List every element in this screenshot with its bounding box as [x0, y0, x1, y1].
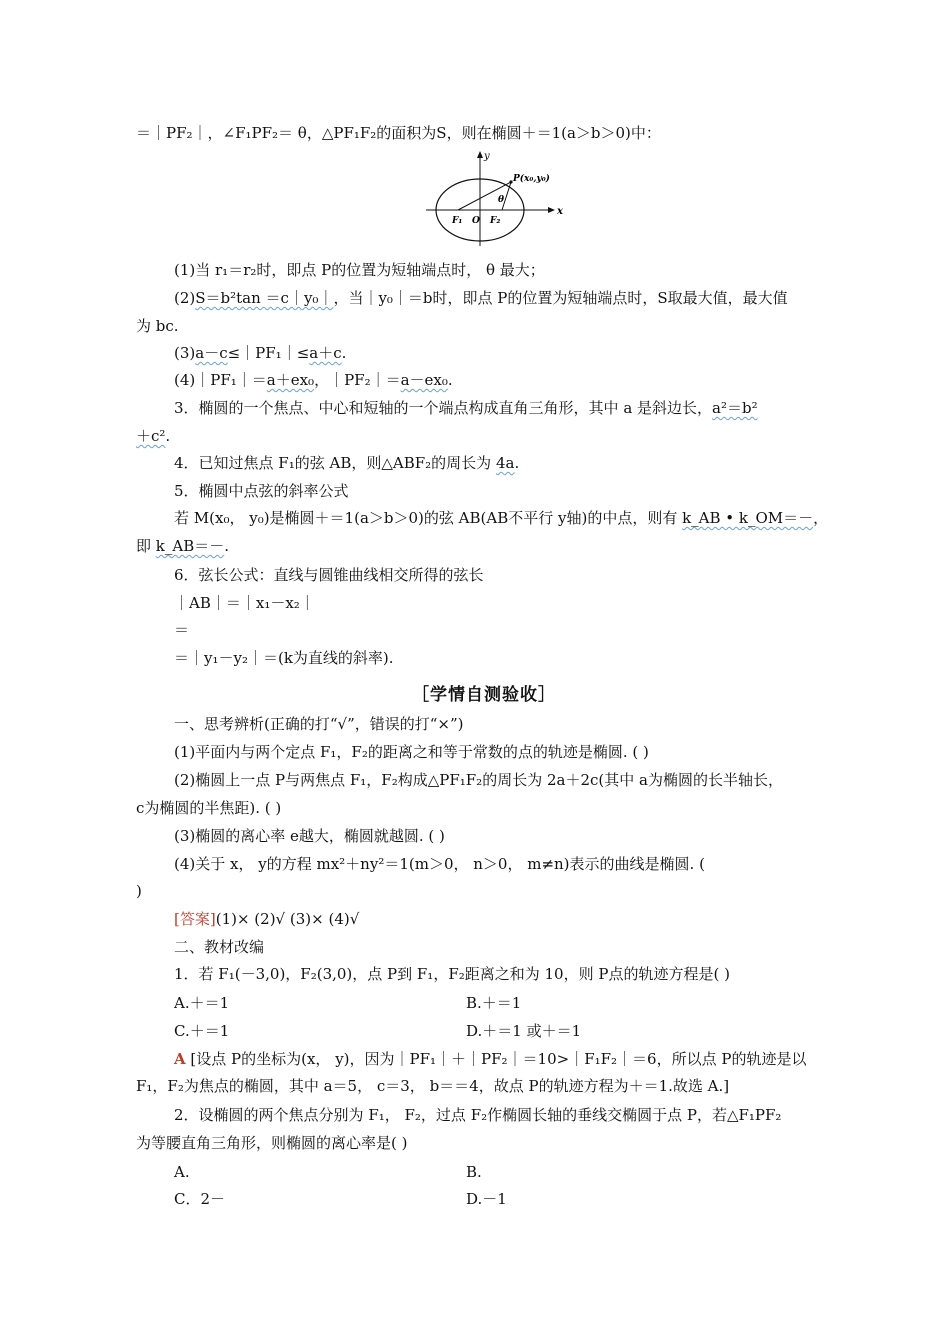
textbook-q2-cont: 为等腰直角三角形，则椭圆的离心率是( )	[136, 1134, 408, 1152]
item-3-text: 3．椭圆的一个焦点、中心和短轴的一个端点构成直角三角形，其中 a 是斜边长，	[174, 399, 713, 417]
intro-line: ＝｜PF₂｜，∠F₁PF₂＝ θ，△PF₁F₂的面积为S，则在椭圆＋＝1(a＞b＞0)中：	[136, 124, 661, 142]
judge-q4: (4)关于 x， y的方程 mx²＋ny²＝1(m＞0， n＞0， m≠n)表示的曲线是椭圆. (	[174, 855, 705, 873]
textbook-q1: 1．若 F₁(－3,0)，F₂(3,0)，点 P到 F₁，F₂距离之和为 10，则 P点的轨迹方程是( )	[174, 965, 730, 983]
property-3-upper: a＋c	[309, 344, 342, 362]
y-axis-arrow-icon	[477, 151, 483, 158]
label-x: x	[557, 206, 563, 217]
label-F1: F₁	[452, 216, 463, 226]
item-5: 5．椭圆中点弦的斜率公式	[174, 482, 349, 500]
q1-solution	[174, 1049, 806, 1069]
property-2-num: (2)	[174, 289, 196, 307]
property-4-b: a＋ex₀	[266, 371, 315, 389]
property-3-end: .	[341, 344, 347, 362]
textbook-heading: 二、教材改编	[174, 938, 265, 956]
property-2	[174, 288, 788, 308]
q1-option-d: D.＋＝1 或＋＝1	[466, 1022, 582, 1040]
label-O: O	[472, 216, 480, 226]
property-4-d: a－ex₀	[400, 371, 448, 389]
q2-option-d: D.－1	[466, 1190, 507, 1208]
q1-solution-text: [设点 P的坐标为(x， y)，因为｜PF₁｜＋｜PF₂｜＝10>｜F₁F₂｜＝6，所以点 P的轨迹是以	[185, 1050, 807, 1068]
q1-solution-letter: A	[174, 1050, 186, 1068]
answer-text: (1)× (2)√ (3)× (4)√	[215, 910, 360, 928]
item-4-text: 4．已知过焦点 F₁的弦 AB，则△ABF₂的周长为	[174, 454, 496, 472]
judge-q3: (3)椭圆的离心率 e越大，椭圆就越圆. ( )	[174, 827, 445, 845]
property-2-formula: S＝b²tan ＝c｜y₀｜	[195, 289, 334, 307]
judge-answer	[174, 909, 359, 929]
property-3	[174, 343, 346, 363]
item-6: 6．弦长公式：直线与圆锥曲线相交所得的弦长	[174, 566, 484, 584]
item-3-cont	[136, 426, 170, 446]
property-4-e: .	[447, 371, 453, 389]
item-5-ji: 即	[136, 537, 156, 555]
item-3	[174, 398, 758, 418]
item-6-formula-1: ｜AB｜＝｜x₁－x₂｜	[174, 594, 315, 612]
item-5-text: 若 M(x₀， y₀)是椭圆＋＝1(a＞b＞0)的弦 AB(AB不平行 y轴)的中点，则有	[174, 509, 683, 527]
ellipse-figure	[420, 148, 570, 248]
item-5-formula2: k_AB＝－	[155, 537, 225, 555]
item-6-formula-3: ＝｜y₁－y₂｜＝(k为直线的斜率).	[174, 649, 394, 667]
item-5-body	[174, 508, 828, 528]
q1-solution-cont: F₁，F₂为焦点的椭圆，其中 a＝5， c＝3， b＝＝4，故点 P的轨迹方程为＋＝1.故选 A.]	[136, 1077, 730, 1095]
item-4-answer: 4a	[495, 454, 515, 472]
q2-option-a: A.	[174, 1163, 190, 1181]
item-3-formula-cont: ＋c²	[136, 427, 166, 445]
judge-heading: 一、思考辨析(正确的打“√”，错误的打“×”)	[174, 715, 464, 733]
section-title: ［学情自测验收］	[412, 685, 556, 705]
label-y: y	[484, 151, 490, 162]
property-3-mid: ≤｜PF₁｜≤	[227, 344, 310, 362]
q2-option-b: B.	[466, 1163, 482, 1181]
item-5-comma: ，	[813, 509, 829, 527]
judge-q2-cont: c为椭圆的半焦距). ( )	[136, 799, 282, 817]
property-2-cont: 为 bc.	[136, 317, 179, 335]
x-axis-arrow-icon	[548, 207, 555, 213]
q1-option-b: B.＋＝1	[466, 994, 522, 1012]
item-3-end: .	[165, 427, 171, 445]
property-1: (1)当 r₁＝r₂时，即点 P的位置为短轴端点时， θ 最大；	[174, 261, 545, 279]
judge-q4-cont: )	[136, 882, 142, 900]
label-F2: F₂	[490, 216, 501, 226]
item-5-formula: k_AB • k_OM＝－	[682, 509, 814, 527]
property-2-rest: ，当｜y₀｜＝b时，即点 P的位置为短轴端点时，S取最大值，最大值	[333, 289, 788, 307]
q2-option-c: C．2－	[174, 1190, 226, 1208]
label-P: P(x₀,y₀)	[513, 174, 550, 184]
property-4-c: ，｜PF₂｜＝	[314, 371, 401, 389]
property-4	[174, 370, 453, 390]
item-4-end: .	[514, 454, 520, 472]
label-theta: θ	[498, 195, 505, 205]
answer-tag: [答案]	[174, 910, 216, 928]
property-3-lower: a－c	[195, 344, 228, 362]
judge-q1: (1)平面内与两个定点 F₁，F₂的距离之和等于常数的点的轨迹是椭圆. ( )	[174, 743, 649, 761]
property-3-num: (3)	[174, 344, 196, 362]
item-6-formula-2: ＝	[174, 621, 190, 639]
item-3-formula: a²＝b²	[712, 399, 758, 417]
item-4	[174, 453, 519, 473]
textbook-q2: 2．设椭圆的两个焦点分别为 F₁， F₂，过点 F₂作椭圆长轴的垂线交椭圆于点 P，若△F₁PF₂	[174, 1106, 782, 1124]
item-5-end: .	[224, 537, 230, 555]
judge-q2: (2)椭圆上一点 P与两焦点 F₁，F₂构成△PF₁F₂的周长为 2a＋2c(其中 a为椭圆的长半轴长，	[174, 771, 783, 789]
property-4-a: (4)｜PF₁｜＝	[174, 371, 267, 389]
q1-option-c: C.＋＝1	[174, 1022, 230, 1040]
q1-option-a: A.＋＝1	[174, 994, 230, 1012]
item-5-cont	[136, 536, 229, 556]
